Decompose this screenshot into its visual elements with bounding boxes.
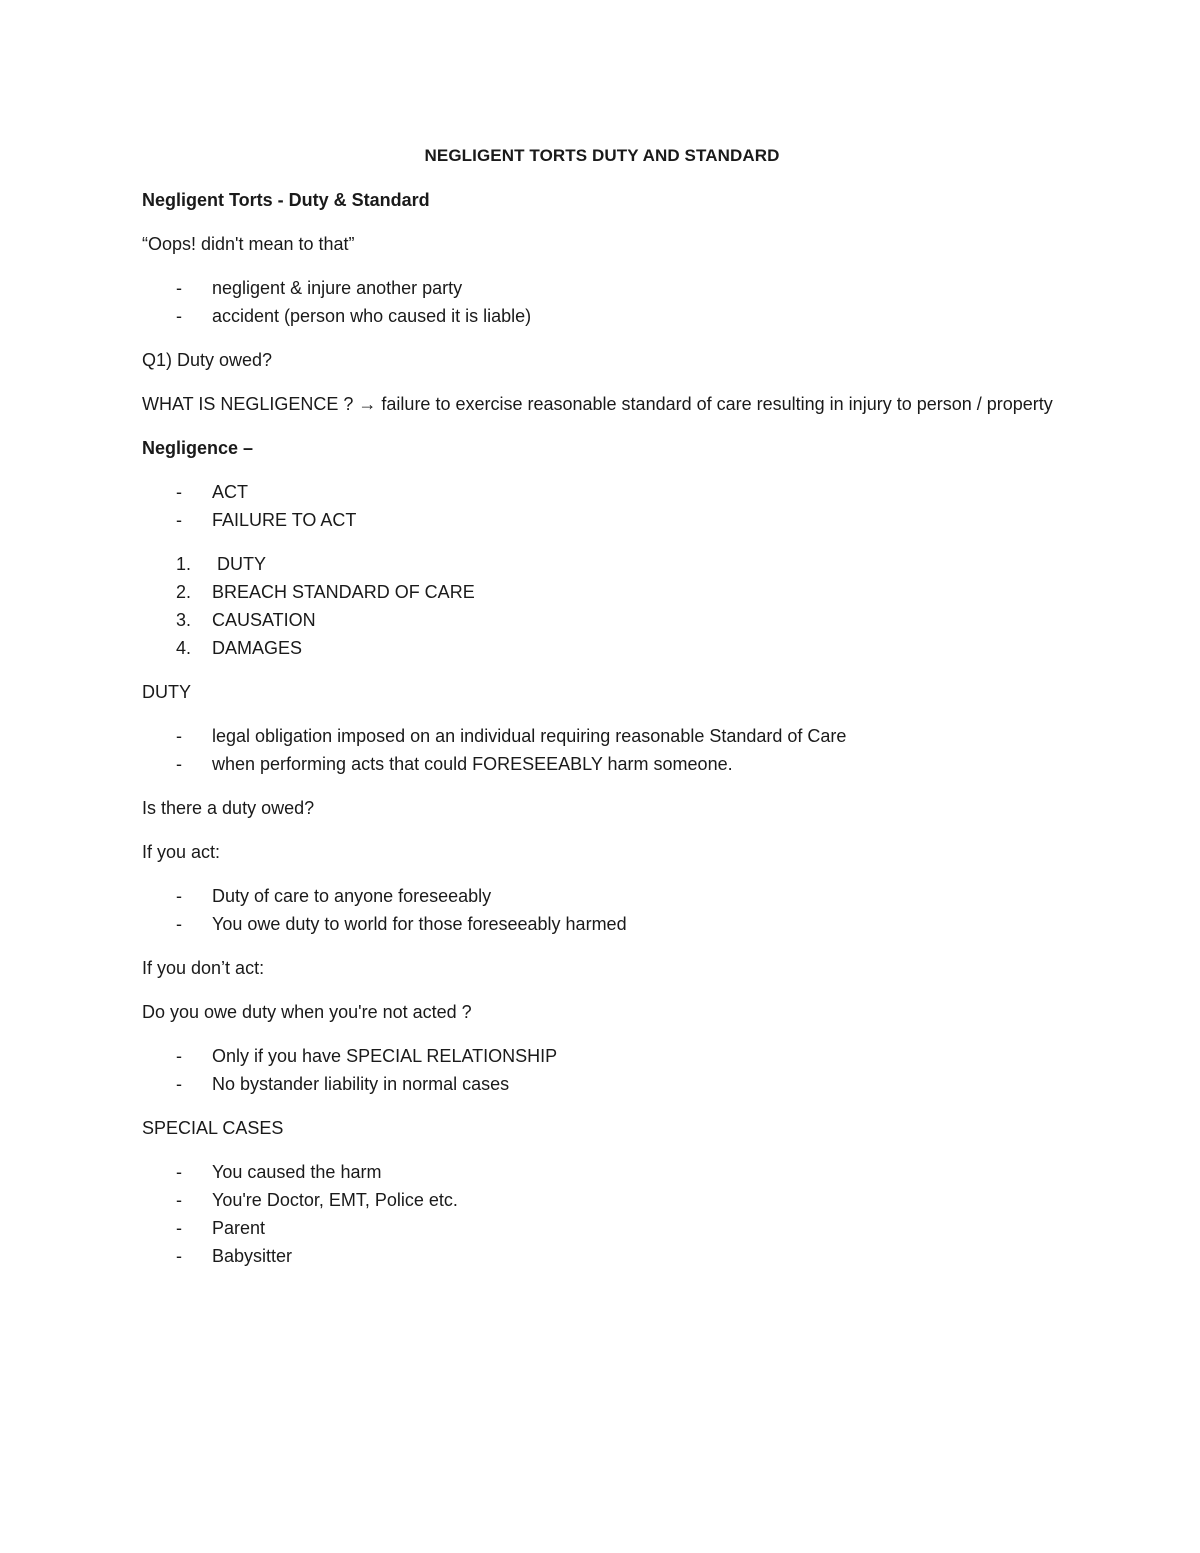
list-item: - Only if you have SPECIAL RELATIONSHIP [142,1042,1062,1070]
list-item: - No bystander liability in normal cases [142,1070,1062,1098]
duty-list [142,722,1062,778]
right-arrow-icon: → [358,394,377,414]
quote-text: “Oops! didn't mean to that” [142,234,355,254]
negligence-definition [142,390,1062,418]
list-item [142,606,1062,634]
list-label: CAUSATION [212,610,316,630]
duty-owed-question: Is there a duty owed? [142,798,315,818]
list-label: BREACH STANDARD OF CARE [212,582,475,602]
question-duty-owed: Q1) Duty owed? [142,350,273,370]
list-item: - negligent & injure another party [142,274,1062,302]
dont-act-list [142,1042,1062,1098]
list-item: - FAILURE TO ACT [142,506,1062,534]
list-label: DAMAGES [212,638,303,658]
document-body [142,142,1062,1286]
list-number: 3. [176,610,192,630]
definition-prefix: WHAT IS NEGLIGENCE ? [142,394,354,414]
if-act-heading: If you act: [142,842,221,862]
list-item: - Duty of care to anyone foreseeably [142,882,1062,910]
intro-list [142,274,1062,330]
act-list [142,882,1062,938]
list-number: 2. [176,582,192,602]
negligence-list [142,478,1062,534]
elements-list [142,550,1062,662]
owe-duty-question: Do you owe duty when you're not acted ? [142,1002,472,1022]
special-cases-list [142,1158,1062,1270]
list-item: - You're Doctor, EMT, Police etc. [142,1186,1062,1214]
definition-text: failure to exercise reasonable standard of care resulting in injury to person / property [381,394,1053,414]
special-cases-heading: SPECIAL CASES [142,1118,284,1138]
list-label: DUTY [212,554,266,574]
section-heading: Negligent Torts - Duty & Standard [142,190,430,210]
document-title: NEGLIGENT TORTS DUTY AND STANDARD [424,146,780,165]
if-dont-act-heading: If you don’t act: [142,958,265,978]
list-item: - when performing acts that could FORESEEABLY harm someone. [142,750,1062,778]
list-item [142,634,1062,662]
list-item: - accident (person who caused it is liable) [142,302,1062,330]
list-item: - legal obligation imposed on an individual requiring reasonable Standard of Care [142,722,1062,750]
list-item: - Babysitter [142,1242,1062,1270]
duty-heading: DUTY [142,682,191,702]
list-number: 4. [176,638,192,658]
list-item: - You caused the harm [142,1158,1062,1186]
list-item [142,578,1062,606]
list-number: 1. [176,554,192,574]
list-item: - Parent [142,1214,1062,1242]
negligence-heading: Negligence – [142,438,254,458]
list-item: - ACT [142,478,1062,506]
list-item [142,550,1062,578]
list-item: - You owe duty to world for those foreseeably harmed [142,910,1062,938]
